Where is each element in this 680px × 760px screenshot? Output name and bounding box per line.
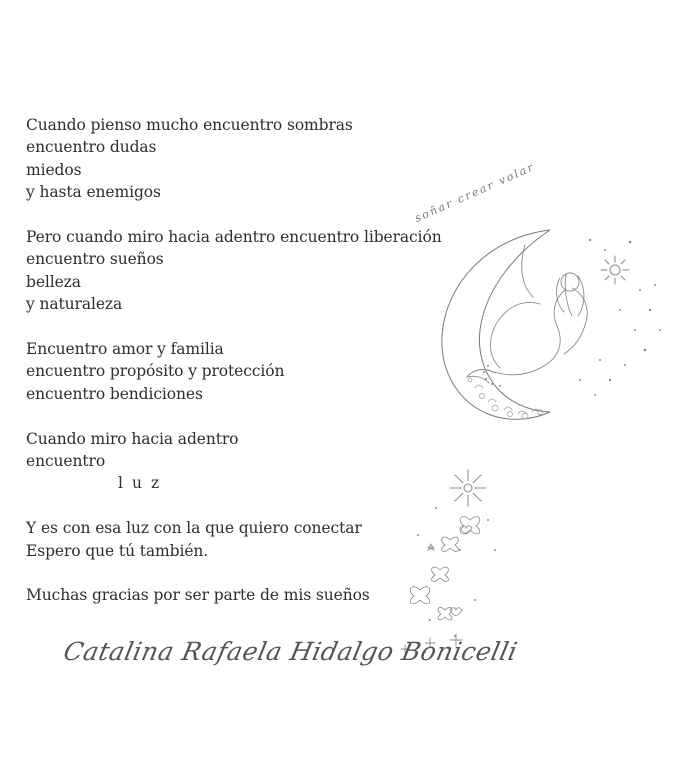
poem-line: Cuando pienso mucho encuentro sombras: [26, 116, 353, 134]
stanza-4: [26, 428, 446, 495]
stanza-3: [26, 338, 446, 405]
small-stars-icon: [409, 507, 496, 653]
stanza-5: [26, 517, 446, 562]
poem-line: Muchas gracias por ser parte de mis sueños: [26, 586, 370, 605]
sun-burst-icon: [601, 256, 629, 284]
poem-line: miedos: [26, 160, 82, 179]
poem-line: Pero cuando miro hacia adentro encuentro liberación: [26, 228, 442, 247]
mermaid-icon: [467, 245, 587, 383]
dotted-trail-icon: [483, 365, 501, 387]
signature: Catalina Rafaela Hidalgo Bonicelli: [60, 637, 521, 666]
poem-line-luz: luz: [118, 474, 169, 493]
stanza-2: [26, 226, 446, 316]
poem-line: encuentro dudas: [26, 138, 157, 157]
poem-line: encuentro sueños: [26, 250, 164, 269]
poem-line: belleza: [26, 272, 81, 291]
sparkle-stars-icon: [579, 239, 661, 396]
poem-line: Espero que tú también.: [26, 541, 209, 560]
floral-pattern-icon: [468, 378, 543, 419]
butterflies-icon: [410, 517, 480, 620]
stanza-1: [26, 114, 446, 204]
poem-line: Cuando miro hacia adentro: [26, 429, 239, 448]
moon-mermaid-illustration: [400, 190, 680, 690]
poem-line: encuentro: [26, 452, 106, 471]
poem-line: y naturaleza: [26, 295, 123, 314]
poem-line: y hasta enemigos: [26, 183, 161, 202]
poem-line: encuentro bendiciones: [26, 384, 203, 403]
stanza-6: [26, 584, 446, 606]
starburst-icon: [450, 470, 486, 506]
poem-line: Encuentro amor y familia: [26, 340, 224, 359]
poem: [26, 114, 446, 629]
poem-line: Y es con esa luz con la que quiero conectar: [26, 519, 362, 538]
poem-line: encuentro propósito y protección: [26, 362, 285, 381]
motto: soñar crear volar: [412, 160, 537, 225]
